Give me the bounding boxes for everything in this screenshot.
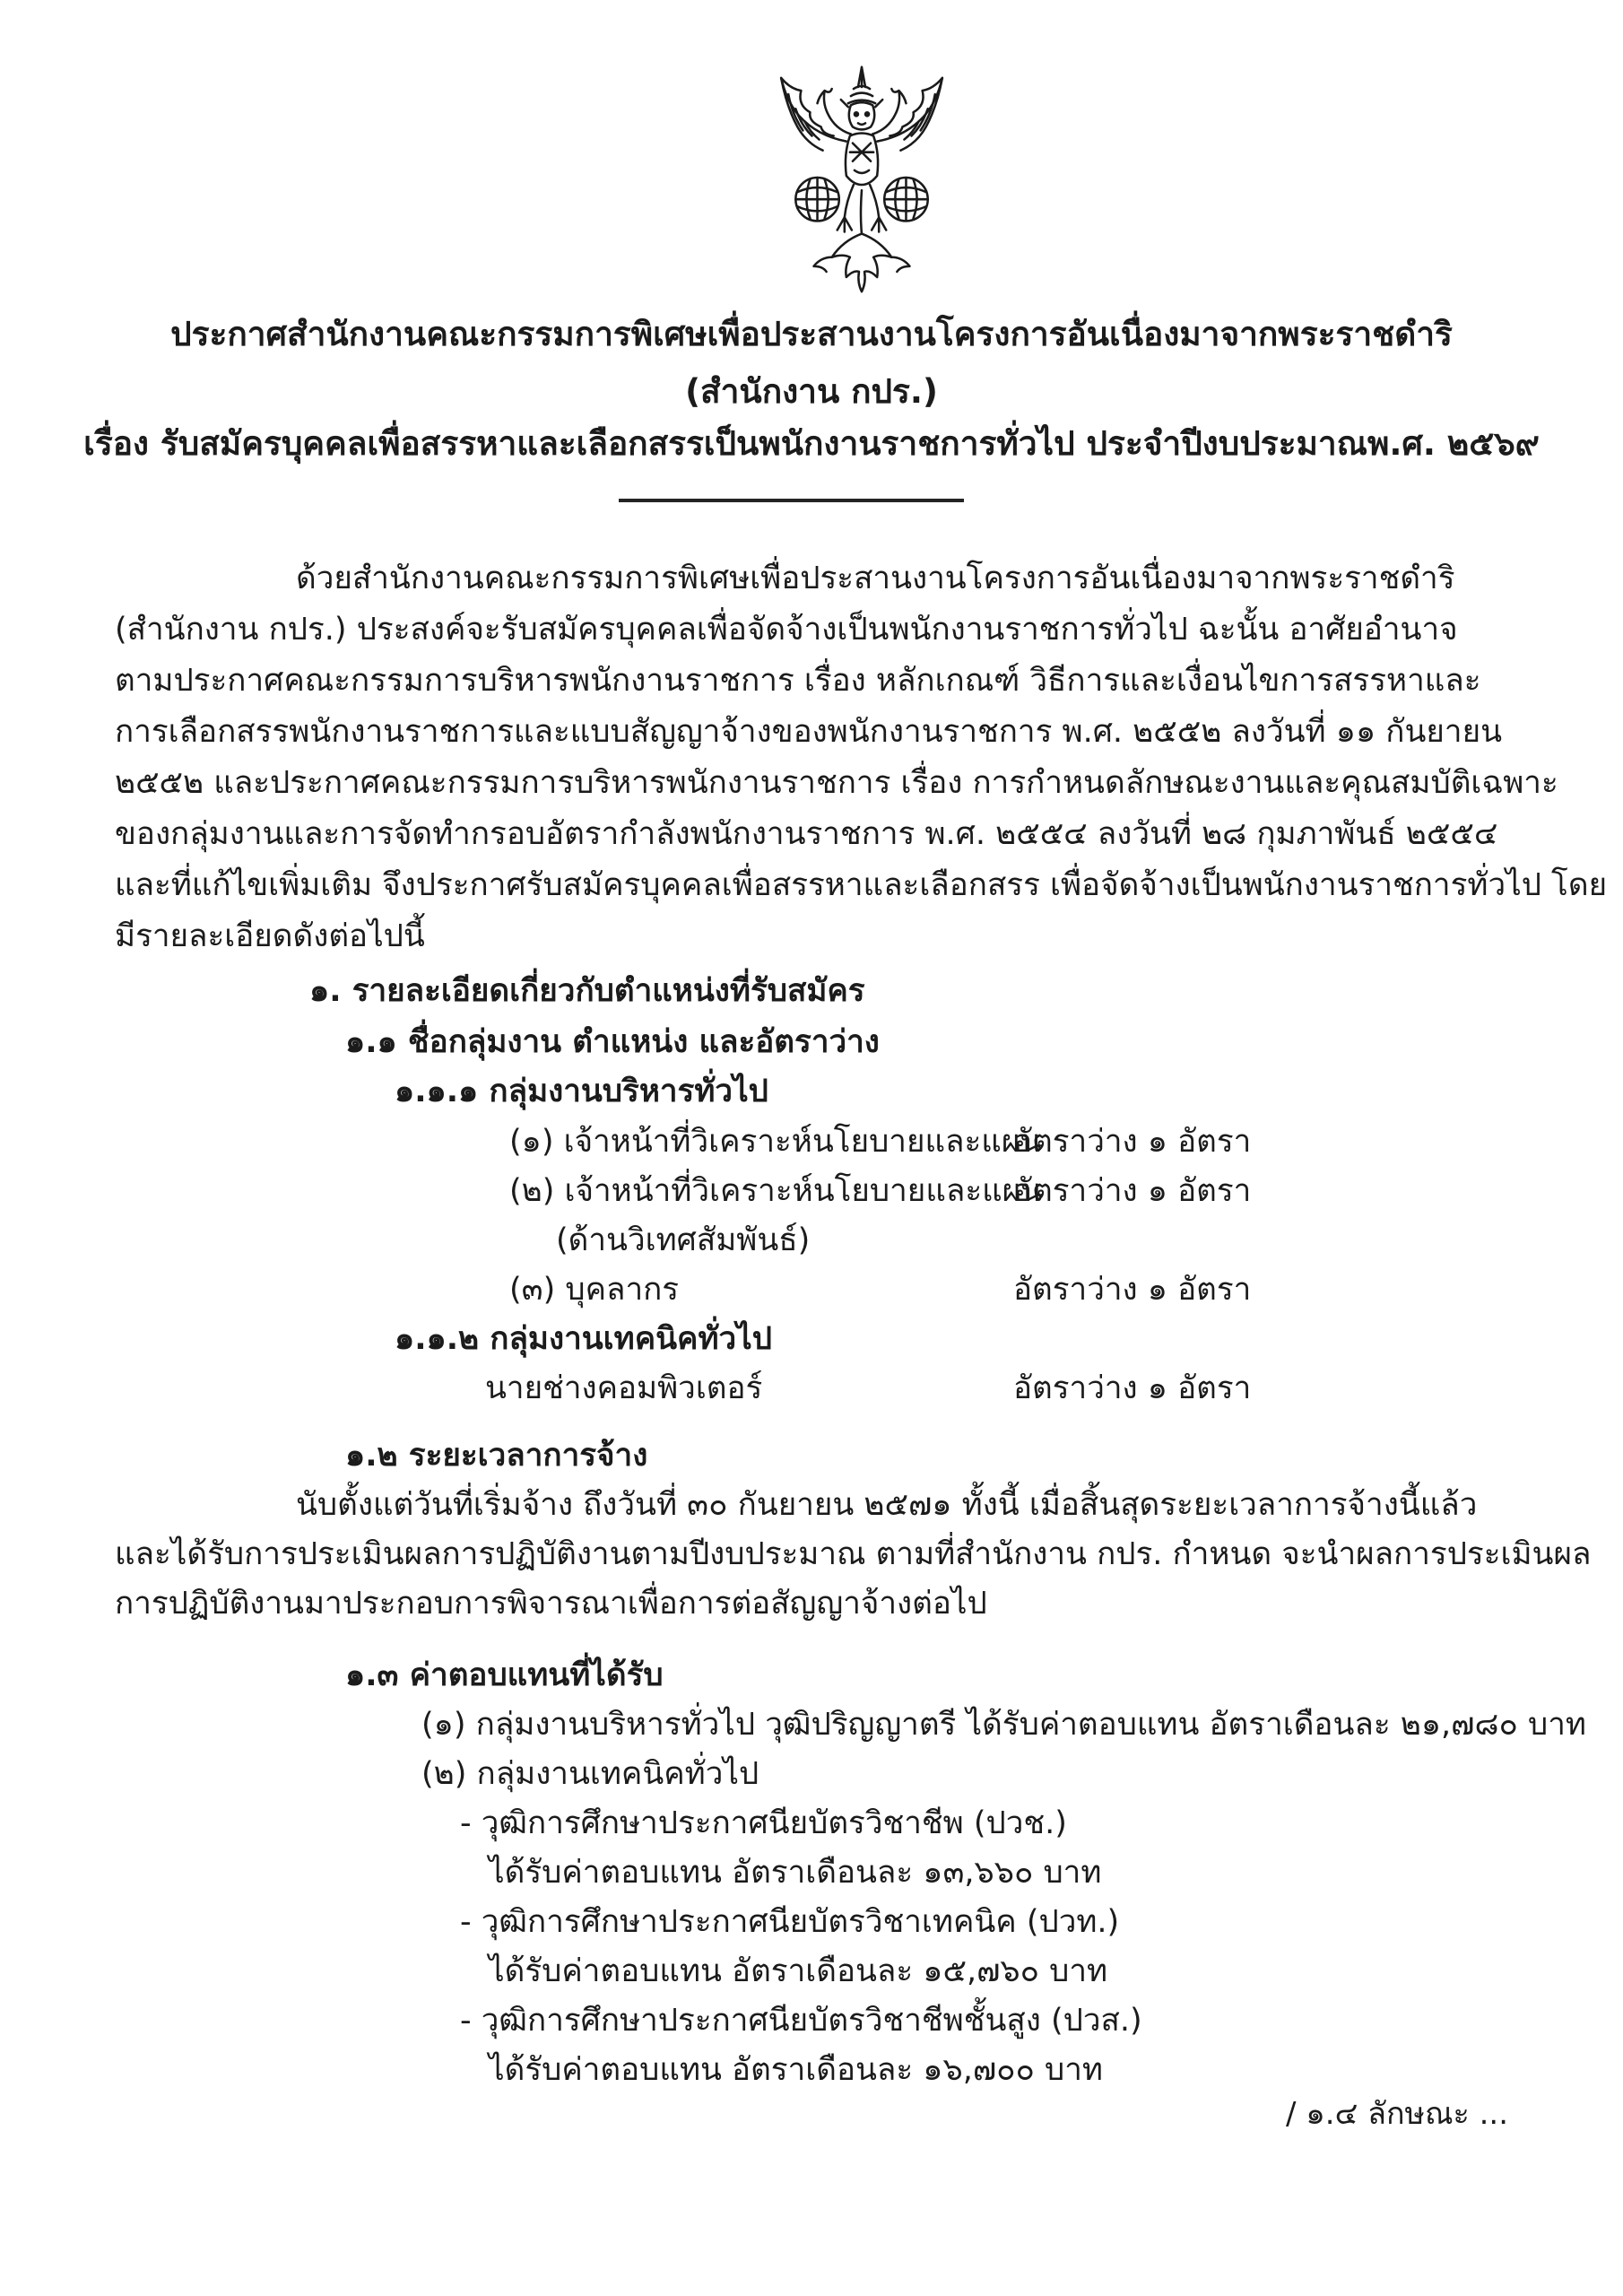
intro-paragraph-line: มีรายละเอียดดังต่อไปนี้ — [115, 918, 425, 954]
subject-line: เรื่อง รับสมัครบุคคลเพื่อสรรหาและเลือกสรรเป็นพนักงานราชการทั่วไป ประจำปีงบประมาณพ.ศ. ๒๕๖๙ — [83, 424, 1540, 463]
intro-paragraph-line: ๒๕๕๒ และประกาศคณะกรรมการบริหารพนักงานราชการ เรื่อง การกำหนดลักษณะงานและคุณสมบัติเฉพาะ — [115, 765, 1558, 801]
intro-paragraph-line: ตามประกาศคณะกรรมการบริหารพนักงานราชการ เรื่อง หลักเกณฑ์ วิธีการและเงื่อนไขการสรรหาและ — [115, 663, 1481, 699]
employment-period-line: การปฏิบัติงานมาประกอบการพิจารณาเพื่อการต่อสัญญาจ้างต่อไป — [115, 1586, 987, 1622]
vacancy-value: อัตราว่าง ๑ อัตรา — [1013, 1370, 1252, 1406]
employment-period-line: และได้รับการประเมินผลการปฏิบัติงานตามปีงบประมาณ ตามที่สำนักงาน กปร. กำหนด จะนำผลการประเมินผล — [115, 1536, 1592, 1572]
continuation-mark: / ๑.๔ ลักษณะ ... — [1285, 2096, 1508, 2132]
intro-paragraph-line: การเลือกสรรพนักงานราชการและแบบสัญญาจ้างของพนักงานราชการ พ.ศ. ๒๕๕๒ ลงวันที่ ๑๑ กันยายน — [115, 714, 1503, 750]
position-sublabel: (ด้านวิเทศสัมพันธ์) — [556, 1222, 811, 1258]
pay-rate-line: ได้รับค่าตอบแทน อัตราเดือนละ ๑๕,๗๖๐ บาท — [489, 1953, 1108, 1989]
employment-period-line: นับตั้งแต่วันที่เริ่มจ้าง ถึงวันที่ ๓๐ กันยายน ๒๕๗๑ ทั้งนี้ เมื่อสิ้นสุดระยะเวลาการจ้างนี้แล้ว — [296, 1487, 1478, 1523]
qualification-line: - วุฒิการศึกษาประกาศนียบัตรวิชาชีพชั้นสูง (ปวส.) — [460, 2003, 1142, 2039]
qualification-line: - วุฒิการศึกษาประกาศนียบัตรวิชาชีพ (ปวช.) — [460, 1805, 1067, 1841]
section-1-1-1-heading: ๑.๑.๑ กลุ่มงานบริหารทั่วไป — [395, 1074, 768, 1109]
compensation-item-1: (๑) กลุ่มงานบริหารทั่วไป วุฒิปริญญาตรี ได้รับค่าตอบแทน อัตราเดือนละ ๒๑,๗๘๐ บาท — [421, 1707, 1586, 1743]
agency-name-line: (สำนักงาน กปร.) — [685, 372, 938, 411]
title-divider-rule — [619, 499, 964, 502]
section-1-2-heading: ๑.๒ ระยะเวลาการจ้าง — [345, 1438, 648, 1474]
position-label: (๓) บุคลากร — [509, 1272, 680, 1308]
vacancy-value: อัตราว่าง ๑ อัตรา — [1013, 1173, 1252, 1209]
pay-rate-line: ได้รับค่าตอบแทน อัตราเดือนละ ๑๓,๖๖๐ บาท — [489, 1855, 1102, 1891]
qualification-line: - วุฒิการศึกษาประกาศนียบัตรวิชาเทคนิค (ปวท.) — [460, 1904, 1120, 1940]
position-label: นายช่างคอมพิวเตอร์ — [485, 1370, 763, 1406]
position-row — [0, 1119, 1623, 1170]
section-1-3-heading: ๑.๓ ค่าตอบแทนที่ได้รับ — [345, 1657, 664, 1693]
position-label: (๒) เจ้าหน้าที่วิเคราะห์นโยบายและแผน — [509, 1173, 1043, 1209]
intro-paragraph-line: (สำนักงาน กปร.) ประสงค์จะรับสมัครบุคคลเพื่อจัดจ้างเป็นพนักงานราชการทั่วไป ฉะนั้น อาศัยอำนาจ — [115, 612, 1458, 648]
compensation-item-2: (๒) กลุ่มงานเทคนิคทั่วไป — [421, 1756, 759, 1792]
section-1-heading: ๑. รายละเอียดเกี่ยวกับตำแหน่งที่รับสมัคร — [309, 973, 865, 1009]
intro-paragraph-line: ด้วยสำนักงานคณะกรรมการพิเศษเพื่อประสานงานโครงการอันเนื่องมาจากพระราชดำริ — [296, 561, 1455, 596]
position-label: (๑) เจ้าหน้าที่วิเคราะห์นโยบายและแผน — [509, 1124, 1042, 1160]
pay-rate-line: ได้รับค่าตอบแทน อัตราเดือนละ ๑๖,๗๐๐ บาท — [489, 2052, 1103, 2088]
intro-paragraph-line: ของกลุ่มงานและการจัดทำกรอบอัตรากำลังพนักงานราชการ พ.ศ. ๒๕๕๔ ลงวันที่ ๒๘ กุมภาพันธ์ ๒๕๕๔ — [115, 816, 1498, 852]
position-row — [0, 1366, 1623, 1416]
intro-paragraph-line: และที่แก้ไขเพิ่มเติม จึงประกาศรับสมัครบุคคลเพื่อสรรหาและเลือกสรร เพื่อจัดจ้างเป็นพนักงานราชการทั่วไป โดย — [115, 867, 1608, 903]
vacancy-value: อัตราว่าง ๑ อัตรา — [1013, 1272, 1252, 1308]
garuda-emblem-icon — [767, 61, 957, 301]
section-1-1-heading: ๑.๑ ชื่อกลุ่มงาน ตำแหน่ง และอัตราว่าง — [345, 1024, 880, 1060]
position-row — [0, 1169, 1623, 1219]
title-line-1: ประกาศสำนักงานคณะกรรมการพิเศษเพื่อประสานงานโครงการอันเนื่องมาจากพระราชดำริ — [170, 315, 1453, 353]
section-1-1-2-heading: ๑.๑.๒ กลุ่มงานเทคนิคทั่วไป — [395, 1321, 772, 1357]
position-row — [0, 1267, 1623, 1318]
vacancy-value: อัตราว่าง ๑ อัตรา — [1013, 1124, 1252, 1160]
